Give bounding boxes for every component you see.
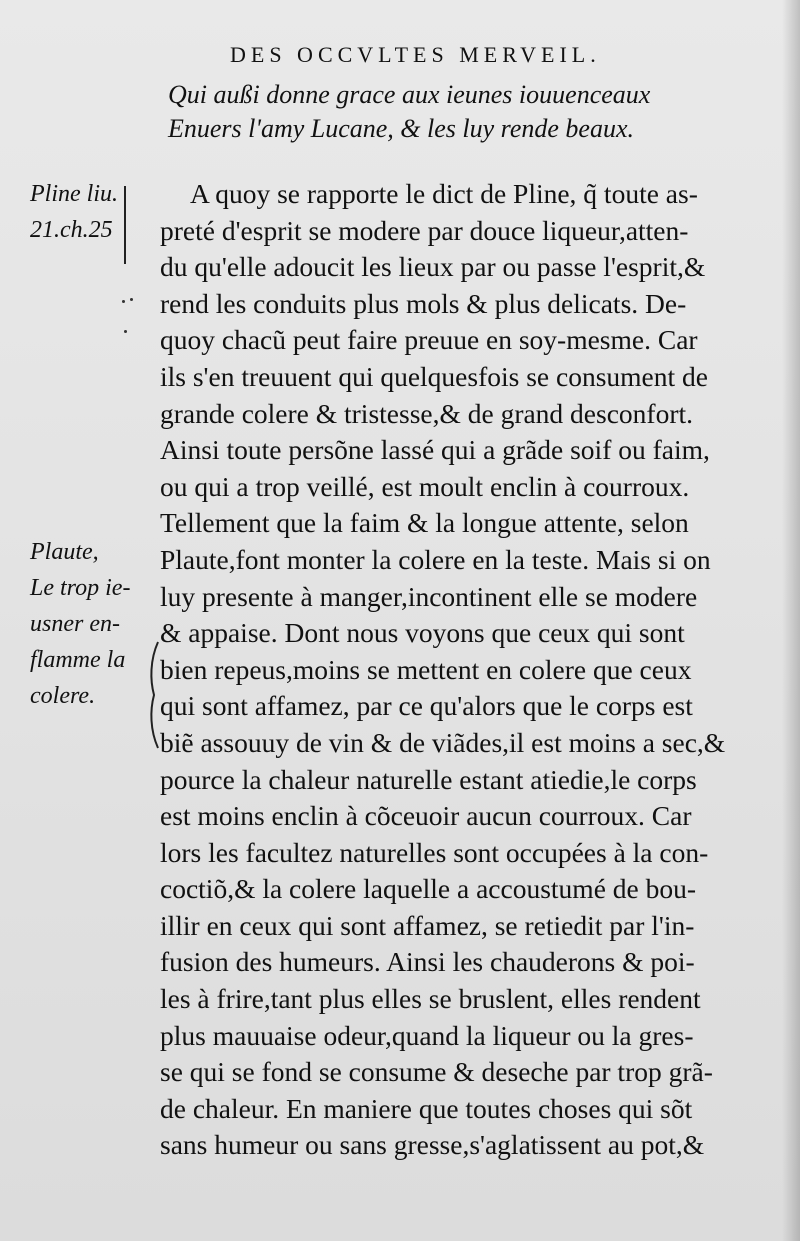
body-line: Ainsi toute persõne lassé qui a grãde soif ou faim, [160,434,710,466]
running-head: DES OCCVLTES MERVEIL. [230,42,601,67]
body-line: rend les conduits plus mols & plus delicats. De- [160,287,687,319]
margin-note-pline [30,176,118,248]
body-line: A quoy se rapporte le dict de Pline, q̃ toute as- [190,178,698,209]
body-line: Tellement que la faim & la longue attente, selon [160,507,689,539]
body-line: qui sont affamez, par ce qu'alors que le corps est [160,690,693,722]
ink-speck [124,330,127,333]
body-line: preté d'esprit se modere par douce liqueur,atten- [160,214,689,246]
body-line: quoy chacũ peut faire preuue en soy-mesme. Car [160,324,698,356]
margin-note-line: Le trop ie- [30,575,131,601]
margin-note-line: 21.ch.25 [30,217,113,243]
body-line: pource la chaleur naturelle estant atiedie,le corps [160,763,697,795]
body-line: illir en ceux qui sont affamez, se retiedit par l'in- [160,909,695,941]
body-line: Plaute,font monter la colere en la teste. Mais si on [160,543,711,575]
margin-note-line: usner en- [30,611,120,637]
body-text [160,176,785,1164]
body-line: du qu'elle adoucit les lieux par ou passe l'esprit,& [160,251,706,283]
body-line: lors les facultez naturelles sont occupées à la con- [160,836,709,868]
body-line: plus mauuaise odeur,quand la liqueur ou la gres- [160,1019,694,1051]
ink-speck [130,298,133,301]
verse-line: Qui außi donne grace aux ieunes iouuenceaux [168,80,651,109]
margin-note-line: flamme la [30,647,126,673]
body-line: est moins enclin à cõceuoir aucun courroux. Car [160,800,692,832]
body-line: & appaise. Dont nous voyons que ceux qui sont [160,617,685,649]
body-line: ils s'en treuuent qui quelquesfois se consument de [160,360,708,392]
body-line: bien repeus,moins se mettent en colere que ceux [160,653,692,685]
margin-note-line: Pline liu. [30,181,118,207]
body-line: se qui se fond se consume & deseche par trop grã- [160,1056,713,1088]
body-line: grande colere & tristesse,& de grand desconfort. [160,397,694,429]
margin-note-line: colere. [30,683,96,709]
body-line: ou qui a trop veillé, est moult enclin à courroux. [160,470,690,502]
verse-line: Enuers l'amy Lucane, & les luy rende beaux. [168,114,634,143]
body-line: fusion des humeurs. Ainsi les chauderons & poi- [160,946,695,978]
body-line: les à frire,tant plus elles se bruslent, elles rendent [160,983,701,1015]
body-line: coctiõ,& la colere laquelle a accoustumé de bou- [160,873,697,905]
margin-note-plaute [30,534,130,714]
ink-speck [122,300,125,303]
body-line: de chaleur. En maniere que toutes choses qui sõt [160,1092,693,1124]
body-line: luy presente à manger,incontinent elle se modere [160,580,698,612]
margin-bracket [124,186,126,264]
page-edge-shadow [782,0,800,1241]
body-line: biẽ assouuy de vin & de viãdes,il est moins a sec,& [160,726,726,758]
body-line: sans humeur ou sans gresse,s'aglatissent au pot,& [160,1129,705,1161]
margin-note-line: Plaute, [30,539,99,565]
